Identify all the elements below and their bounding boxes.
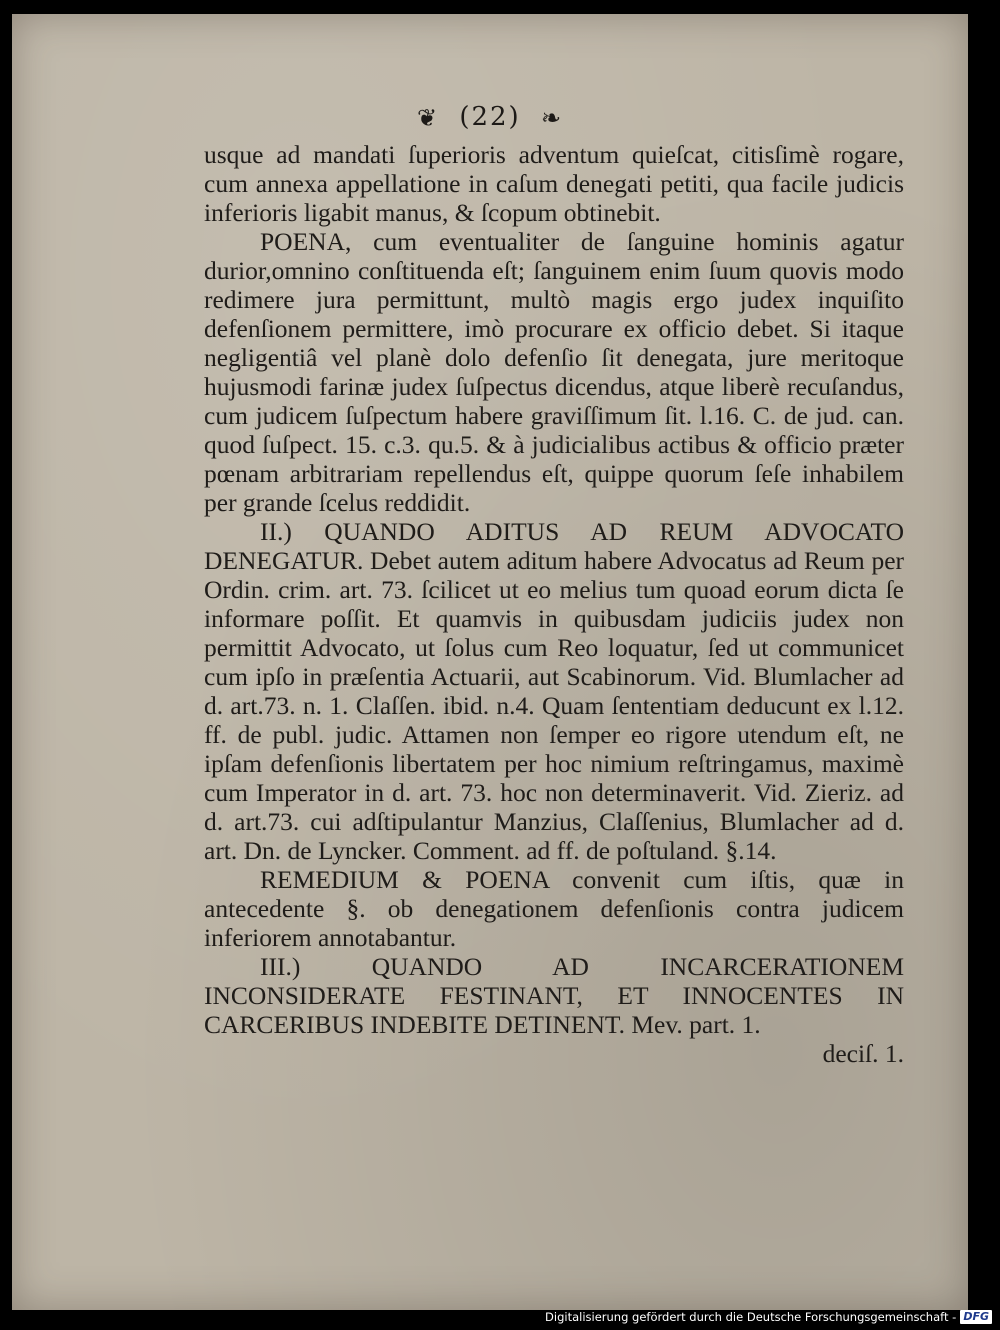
page-number: (22) [459,102,521,132]
digitization-footer [545,1308,992,1326]
right-ornament-icon: ❧ [540,104,564,132]
paragraph-section-iii: III.) QUANDO AD INCARCERATIONEM INCONSIDERATE FESTINANT, ET INNOCENTES IN CARCERIBUS INDEBITE DETINENT. Mev. part. 1. [204,952,904,1039]
dfg-logo: DFG [960,1310,992,1324]
body-text [204,140,904,1068]
paragraph-remedium: REMEDIUM & POENA convenit cum iſtis, quæ in antecedente §. ob denegationem defenſionis contra judicem inferiorem annotabantur. [204,865,904,952]
paragraph-continuation: usque ad mandati ſuperioris adventum quieſcat, citisſimè rogare, cum annexa appellatione in caſum denegati petiti, qua facile judicis inferioris ligabit manus, & ſcopum obtinebit. [204,140,904,227]
footer-credit: Digitalisierung gefördert durch die Deutsche Forschungsgemeinschaft - [545,1310,957,1324]
scanned-page [12,14,968,1310]
paragraph-poena: POENA, cum eventualiter de ſanguine hominis agatur durior,omnino conſtituenda eſt; ſanguinem enim ſuum quovis modo redimere jura permittunt, multò magis ergo judex inquiſito defenſionem permittere, imò procurare ex officio debet. Si itaque negligentiâ vel planè dolo defenſio ſit denegata, jure meritoque hujusmodi farinæ judex ſuſpectus dicendus, atque liberè recuſandus, cum judicem ſuſpectum habere graviſſimum ſit. l.16. C. de jud. can. quod ſuſpect. 15. c.3. qu.5. & à judicialibus actibus & officio præter pœnam arbitrariam repellendus eſt, quippe quorum ſeſe inhabilem per grande ſcelus reddidit. [204,227,904,517]
page-header [12,102,968,132]
paragraph-reference: deciſ. 1. [822,1039,904,1068]
paragraph-section-ii: II.) QUANDO ADITUS AD REUM ADVOCATO DENEGATUR. Debet autem aditum habere Advocatus ad Reum per Ordin. crim. art. 73. ſcilicet ut eo melius tum quoad eorum dicta ſe informare poſſit. Et quamvis in quibusdam judiciis judex non permittit Advocato, ut ſolus cum Reo loquatur, ſed ut communicet cum ipſo in præſentia Actuarii, aut Scabinorum. Vid. Blumlacher ad d. art.73. n. 1. Claſſen. ibid. n.4. Quam ſententiam deducunt ex l.12. ff. de publ. judic. Attamen non ſemper eo rigore utendum eſt, ne ipſam defenſionis libertatem per hoc nimium reſtringamus, maximè cum Imperator in d. art. 73. hoc non determinaverit. Vid. Zieriz. ad d. art.73. cui adſtipulantur Manzius, Claſſenius, Blumlacher ad d. art. Dn. de Lyncker. Comment. ad ff. de poſtuland. §.14. [204,517,904,865]
left-ornament-icon: ❦ [416,104,440,132]
